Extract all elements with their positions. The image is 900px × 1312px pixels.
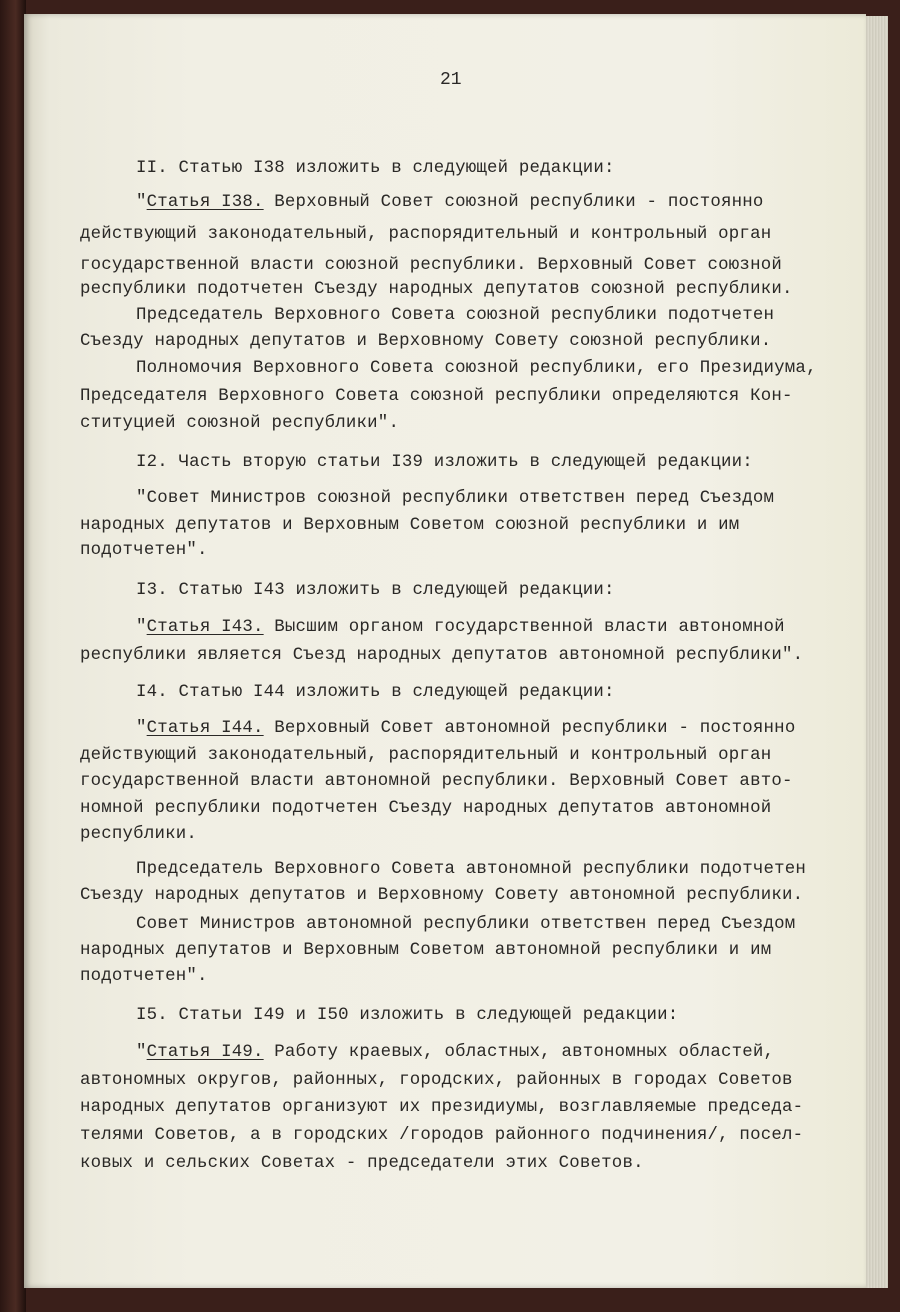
article-143-title: Статья I43. [146,618,264,637]
opening-quote: " [136,618,147,637]
article-149-line-4: телями Советов, а в городских /городов районного подчинения/, посел- [80,1126,804,1145]
article-144-line-3: государственной власти автономной республики. Верховный Совет авто- [80,772,793,791]
article-144-line-5: республики. [80,825,197,844]
article-144-para3-line-2: народных депутатов и Верховным Советом автономной республики и им [80,941,772,960]
item-15-heading: I5. Статьи I49 и I50 изложить в следующей редакции: [136,1006,679,1025]
article-149-line-3: народных депутатов организуют их президиумы, возглавляемые председа- [80,1098,804,1117]
item-12-heading: I2. Часть вторую статьи I39 изложить в следующей редакции: [136,453,753,472]
article-144-line-1: Верховный Совет автономной республики - постоянно [274,719,796,738]
article-138-line-1: Верховный Совет союзной республики - постоянно [274,193,764,212]
article-144-title: Статья I44. [146,719,264,738]
article-138-line-3: государственной власти союзной республики. Верховный Совет союзной [80,256,782,275]
article-138-para2-line-1: Председатель Верховного Совета союзной республики подотчетен [136,306,775,325]
item-12-line-2: народных депутатов и Верховным Советом союзной республики и им [80,516,740,535]
item-13-heading: I3. Статью I43 изложить в следующей редакции: [136,581,615,600]
article-144-para2-line-2: Съезду народных депутатов и Верховному Совету автономной республики. [80,886,804,905]
opening-quote: " [136,1043,147,1062]
article-144-para3-line-3: подотчетен". [80,967,208,986]
article-143-first-line [136,615,785,641]
article-149-title: Статья I49. [146,1043,264,1062]
book-binding [0,0,26,1312]
article-138-para3-line-3: ституцией союзной республики". [80,414,400,433]
article-138-para2-line-2: Съезду народных депутатов и Верховному Совету союзной республики. [80,332,772,351]
article-138-line-2: действующий законодательный, распорядительный и контрольный орган [80,225,772,244]
page-edges [866,16,888,1288]
article-138-para3-line-1: Полномочия Верховного Совета союзной республики, его Президиума, [136,359,817,378]
article-138-title: Статья I38. [146,193,264,212]
opening-quote: " [136,193,147,212]
article-138-line-4: республики подотчетен Съезду народных депутатов союзной республики. [80,280,793,299]
article-149-line-5: ковых и сельских Советах - председатели этих Советов. [80,1154,644,1173]
document-body [80,0,840,1173]
article-144-first-line [136,716,795,742]
article-143-line-1: Высшим органом государственной власти автономной [274,618,785,637]
article-144-line-2: действующий законодательный, распорядительный и контрольный орган [80,746,772,765]
article-144-para2-line-1: Председатель Верховного Совета автономной республики подотчетен [136,860,807,879]
article-144-para3-line-1: Совет Министров автономной республики ответствен перед Съездом [136,915,796,934]
item-11-heading: II. Статью I38 изложить в следующей редакции: [136,159,615,178]
article-144-line-4: номной республики подотчетен Съезду народных депутатов автономной [80,799,772,818]
item-12-line-1: "Совет Министров союзной республики ответствен перед Съездом [136,489,775,508]
article-149-first-line [136,1040,774,1066]
article-138-first-line [136,190,764,216]
article-138-para3-line-2: Председателя Верховного Совета союзной республики определяются Кон- [80,387,793,406]
opening-quote: " [136,719,147,738]
article-143-line-2: республики является Съезд народных депутатов автономной республики". [80,646,804,665]
item-12-line-3: подотчетен". [80,541,208,560]
article-149-line-1: Работу краевых, областных, автономных областей, [274,1043,775,1062]
item-14-heading: I4. Статью I44 изложить в следующей редакции: [136,683,615,702]
page-number: 21 [440,70,462,90]
article-149-line-2: автономных округов, районных, городских, районных в городах Советов [80,1071,793,1090]
